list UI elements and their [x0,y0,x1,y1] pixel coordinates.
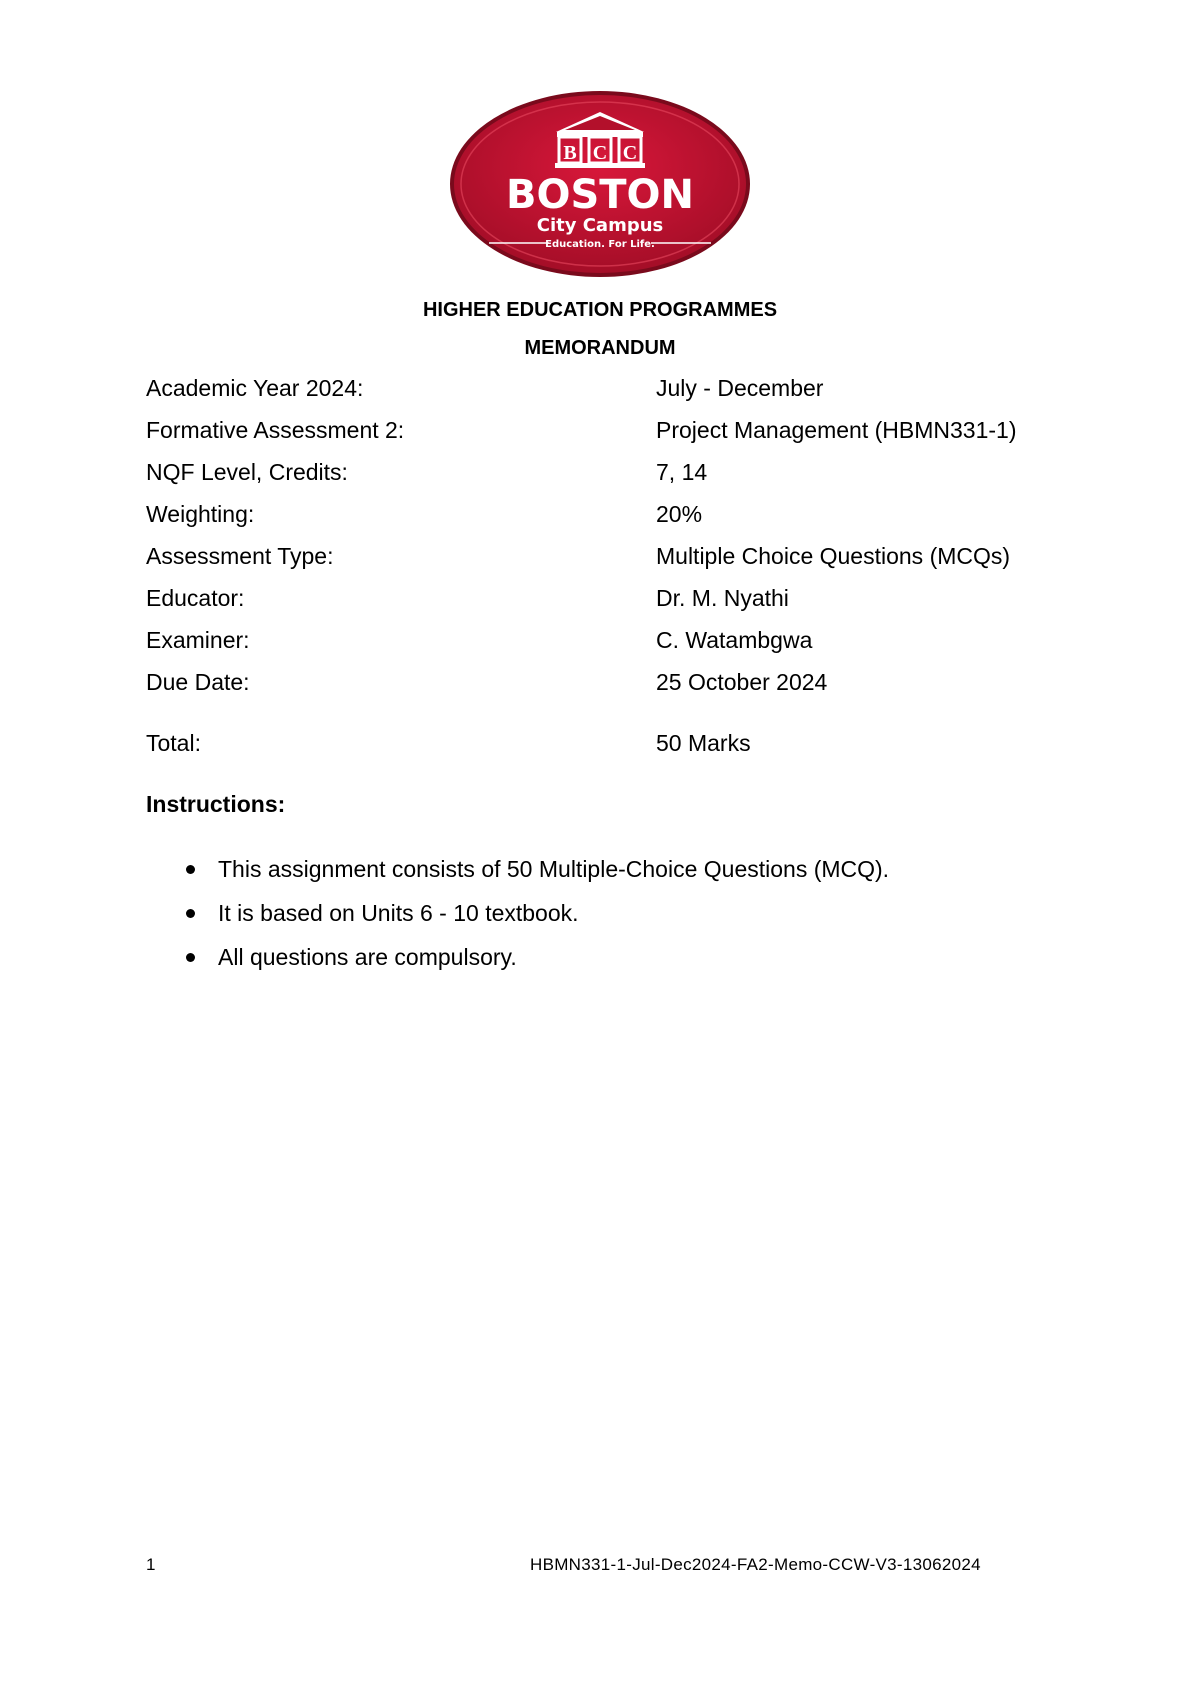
list-item [146,897,889,941]
page-number: 1 [146,1555,156,1574]
info-value: Dr. M. Nyathi [656,585,789,611]
info-label: NQF Level, Credits: [146,459,348,485]
bullet-icon [186,865,195,874]
info-label: Examiner: [146,627,250,653]
logo-initial-2: C [592,142,608,164]
info-label: Total: [146,730,201,756]
instruction-text: This assignment consists of 50 Multiple-Choice Questions (MCQ). [218,856,890,882]
info-row-academic-year [146,372,1076,414]
info-row-assessment-type [146,540,1076,582]
info-value: 50 Marks [656,730,751,756]
bullet-icon [186,953,195,962]
info-label: Due Date: [146,669,250,695]
info-value: July - December [656,375,824,401]
info-row-formative-assessment [146,414,1076,456]
document-type-heading: MEMORANDUM [524,337,676,359]
instructions-list [146,853,889,985]
bullet-icon [186,909,195,918]
info-row-nqf-level [146,456,1076,498]
boston-city-campus-logo [449,90,751,278]
info-value: Project Management (HBMN331-1) [656,417,1017,443]
programme-heading: HIGHER EDUCATION PROGRAMMES [422,299,778,321]
info-label: Assessment Type: [146,543,334,569]
info-label: Formative Assessment 2: [146,417,405,443]
instructions-title: Instructions: [146,791,286,817]
info-value: 7, 14 [656,459,708,485]
info-value: 20% [656,501,703,527]
instruction-text: All questions are compulsory. [218,944,517,970]
logo-subname: City Campus [536,215,664,236]
info-label: Weighting: [146,501,255,527]
assessment-info-table [146,372,1076,769]
info-value: Multiple Choice Questions (MCQs) [656,543,1011,569]
info-label: Academic Year 2024: [146,375,364,401]
list-item [146,941,889,985]
info-value: C. Watambgwa [656,627,813,653]
logo-initial-3: C [622,142,638,164]
info-row-total [146,727,1076,769]
info-label: Educator: [146,585,245,611]
list-item [146,853,889,897]
logo-name: BOSTON [505,172,695,218]
info-row-examiner [146,624,1076,666]
info-row-due-date [146,666,1076,708]
info-value: 25 October 2024 [656,669,828,695]
instruction-text: It is based on Units 6 - 10 textbook. [218,900,579,926]
logo-initial-1: B [563,142,577,164]
logo-tagline: Education. For Life. [545,239,655,250]
info-row-weighting [146,498,1076,540]
document-code: HBMN331-1-Jul-Dec2024-FA2-Memo-CCW-V3-13062024 [530,1555,981,1574]
info-row-educator [146,582,1076,624]
